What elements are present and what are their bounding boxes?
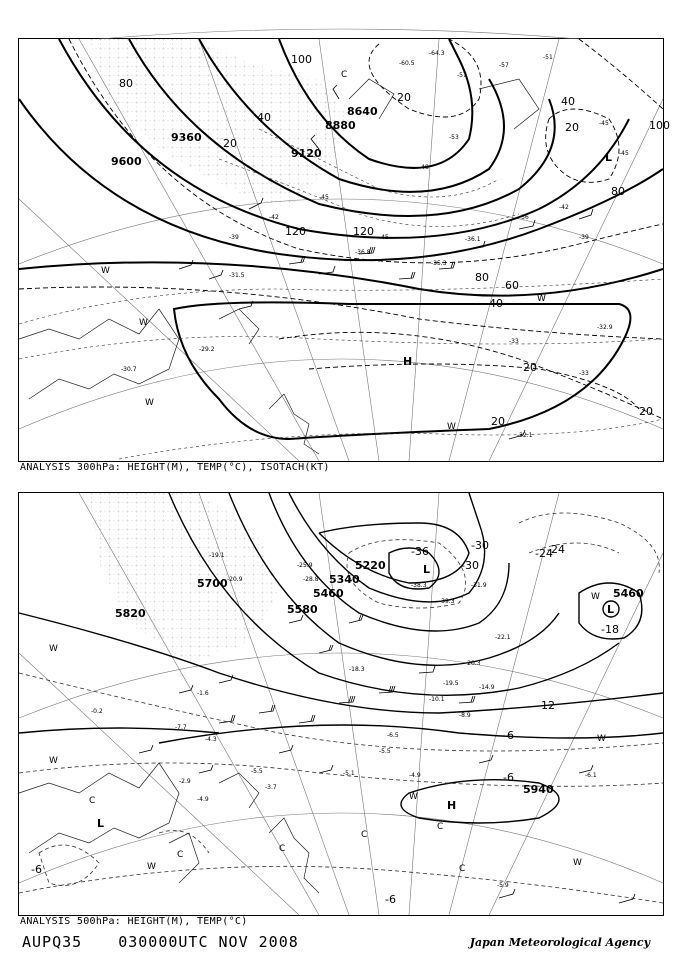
temperature-label: -18 <box>601 623 619 636</box>
temperature-label: -35.3 <box>431 260 447 267</box>
temperature-contours <box>19 129 663 459</box>
temperature-label: -51 <box>543 54 553 61</box>
temperature-label: -45 <box>379 234 389 241</box>
isotach-label: 120 <box>353 225 374 238</box>
obs-label: -5.1 <box>343 770 355 777</box>
temperature-label: -42 <box>269 214 279 221</box>
isotach-label: 80 <box>119 77 133 90</box>
valid-time: 030000UTC NOV 2008 <box>118 933 299 951</box>
obs-label: -4.9 <box>409 772 421 779</box>
map-300hpa-svg <box>19 39 670 461</box>
temperature-label: -36.8 <box>355 249 371 256</box>
temperature-label: -45 <box>599 120 609 127</box>
obs-label: -25.9 <box>297 562 313 569</box>
height-label: 5460 <box>313 587 344 600</box>
height-label: 5340 <box>329 573 360 586</box>
temperature-label: -33 <box>509 338 519 345</box>
height-label: 5220 <box>355 559 386 572</box>
temperature-label: -32.1 <box>517 432 533 439</box>
obs-label: -38.3 <box>411 582 427 589</box>
cold-mark: C <box>361 830 368 840</box>
isotach-label: 80 <box>475 271 489 284</box>
analysis-500hpa-map <box>18 492 664 916</box>
height-label: 5820 <box>115 607 146 620</box>
temperature-label: -30 <box>471 539 489 552</box>
obs-label: -10.1 <box>429 696 445 703</box>
isotach-label: 20 <box>397 91 411 104</box>
height-label: 5940 <box>523 783 554 796</box>
obs-label: -1.6 <box>197 690 209 697</box>
temperature-label: -30 <box>461 559 479 572</box>
temperature-label: -12 <box>537 699 555 712</box>
height-label: 5460 <box>613 587 644 600</box>
chart-identifier <box>22 933 325 951</box>
isotach-label: 80 <box>611 185 625 198</box>
height-label: 9600 <box>111 155 142 168</box>
caption-300hpa: ANALYSIS 300hPa: HEIGHT(M), TEMP(°C), ISOTACH(KT) <box>20 462 330 473</box>
map-500hpa-svg <box>19 493 663 915</box>
temperature-label: -6 <box>385 893 396 906</box>
high-pressure-marker: H <box>447 799 457 812</box>
obs-label: -5.9 <box>497 882 509 889</box>
temperature-label: -31.5 <box>229 272 245 279</box>
temperature-label: -33 <box>579 370 589 377</box>
temperature-label: -36 <box>519 214 529 221</box>
isotach-label: 20 <box>565 121 579 134</box>
isotach-label: 100 <box>291 53 312 66</box>
obs-label: -19.5 <box>443 680 459 687</box>
height-label: 8640 <box>347 105 378 118</box>
warm-mark: W <box>597 734 606 744</box>
isotach-label: 20 <box>491 415 505 428</box>
temperature-label: -24 <box>547 543 565 556</box>
temperature-label: -53 <box>449 134 459 141</box>
low-pressure-marker: L <box>605 151 613 164</box>
chart-code: AUPQ35 <box>22 933 83 951</box>
temperature-label: -32.9 <box>597 324 613 331</box>
obs-label: -6.5 <box>387 732 399 739</box>
obs-label: -20.3 <box>465 660 481 667</box>
cold-mark: C <box>341 70 348 80</box>
temperature-label: -39 <box>229 234 239 241</box>
warm-mark: W <box>101 266 110 276</box>
isotach-label: 100 <box>649 119 670 132</box>
temperature-label: -30.7 <box>121 366 137 373</box>
isotach-label: 120 <box>285 225 306 238</box>
obs-label: -2.9 <box>179 778 191 785</box>
warm-mark: W <box>537 294 546 304</box>
obs-label: -18.3 <box>349 666 365 673</box>
temperature-label: -36 <box>411 545 429 558</box>
isotach-label: 20 <box>523 361 537 374</box>
agency-name: Japan Meteorological Agency <box>469 936 650 949</box>
temperature-label: -24 <box>535 547 553 560</box>
coastlines <box>19 763 319 893</box>
temperature-label: -45 <box>619 150 629 157</box>
obs-label: -4.9 <box>197 796 209 803</box>
temperature-label: -39 <box>579 234 589 241</box>
height-label: 9120 <box>291 147 322 160</box>
temperature-label: -36.1 <box>465 236 481 243</box>
height-label: 9360 <box>171 131 202 144</box>
obs-label: -28.8 <box>303 576 319 583</box>
obs-label: -5.5 <box>251 768 263 775</box>
obs-label: -19.1 <box>209 552 225 559</box>
height-label: 8880 <box>325 119 356 132</box>
caption-500hpa: ANALYSIS 500hPa: HEIGHT(M), TEMP(°C) <box>20 916 248 927</box>
height-label: 5580 <box>287 603 318 616</box>
temperature-label: -64.3 <box>429 50 445 57</box>
warm-mark: W <box>49 644 58 654</box>
obs-label: -14.9 <box>479 684 495 691</box>
obs-label: -7.7 <box>175 724 187 731</box>
warm-mark: W <box>409 792 418 802</box>
obs-label: -8.9 <box>459 712 471 719</box>
height-label: 5700 <box>197 577 228 590</box>
temperature-label: -42 <box>559 204 569 211</box>
obs-label: -31.9 <box>471 582 487 589</box>
low-pressure-marker: L <box>607 603 615 616</box>
isotach-label: 40 <box>489 297 503 310</box>
obs-label: -6.1 <box>585 772 597 779</box>
isotach-label: 40 <box>257 111 271 124</box>
isotach-label: 40 <box>561 95 575 108</box>
isotach-label: 60 <box>505 279 519 292</box>
temperature-label: -45 <box>319 194 329 201</box>
obs-label: -4.3 <box>205 736 217 743</box>
temperature-label: -57 <box>457 72 467 79</box>
obs-label: -39.3 <box>439 598 455 605</box>
low-pressure-marker: L <box>97 817 105 830</box>
obs-label: -0.2 <box>91 708 103 715</box>
temperature-label: -6 <box>503 771 514 784</box>
warm-mark: W <box>139 318 148 328</box>
low-pressure-marker: L <box>423 563 431 576</box>
warm-mark: W <box>573 858 582 868</box>
isotach-label: 20 <box>223 137 237 150</box>
analysis-300hpa-map <box>18 38 670 462</box>
warm-mark: W <box>591 592 600 602</box>
temperature-label: -6 <box>503 729 514 742</box>
temperature-label: -57 <box>499 62 509 69</box>
temperature-label: -29.2 <box>199 346 215 353</box>
warm-mark: W <box>49 756 58 766</box>
cold-mark: C <box>437 822 444 832</box>
isotach-label: 20 <box>639 405 653 418</box>
warm-mark: W <box>147 862 156 872</box>
warm-mark: W <box>447 422 456 432</box>
warm-mark: W <box>145 398 154 408</box>
high-pressure-marker: H <box>403 355 413 368</box>
temperature-label: -6 <box>31 863 42 876</box>
temperature-label: -48 <box>419 164 429 171</box>
obs-label: -5.5 <box>379 748 391 755</box>
cold-mark: C <box>459 864 466 874</box>
cold-mark: C <box>279 844 286 854</box>
obs-label: -20.9 <box>227 576 243 583</box>
wind-barbs <box>139 615 635 903</box>
temperature-label: -60.5 <box>399 60 415 67</box>
cold-mark: C <box>89 796 96 806</box>
obs-label: -3.7 <box>265 784 277 791</box>
obs-label: -22.1 <box>495 634 511 641</box>
cold-mark: C <box>177 850 184 860</box>
